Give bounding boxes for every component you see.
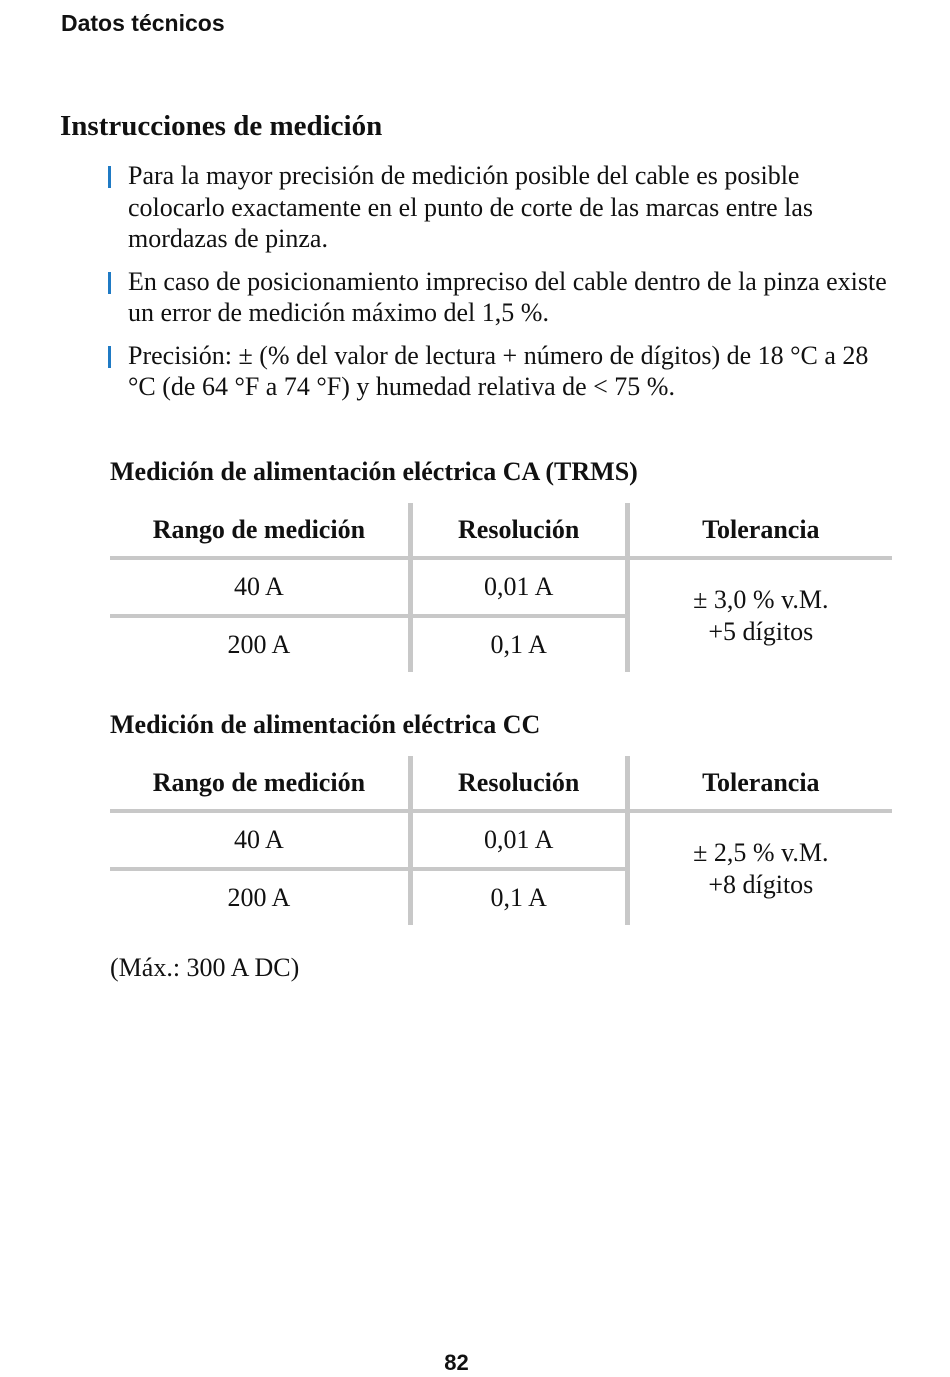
bullet-bar-icon	[108, 272, 111, 294]
bullet-item	[108, 266, 898, 329]
bullet-item	[108, 160, 898, 255]
table-row	[110, 558, 892, 616]
ac-spec-table	[110, 503, 892, 672]
table-header-row	[110, 756, 892, 811]
table-row	[110, 811, 892, 869]
bullet-item	[108, 340, 898, 403]
header-cell-tolerance: Tolerancia	[627, 503, 892, 558]
resolution-cell: 0,01 A	[410, 811, 627, 869]
header-cell-resolution: Resolución	[410, 503, 627, 558]
range-cell: 40 A	[110, 558, 410, 616]
tolerance-line: +8 dígitos	[708, 870, 814, 899]
page-number: 82	[444, 1350, 469, 1375]
max-current-note: (Máx.: 300 A DC)	[110, 953, 300, 982]
bullet-text: Para la mayor precisión de medición posible del cable es posible colocarlo exactamente en el punto de corte de las marcas entre las mordazas de pinza.	[128, 161, 814, 253]
range-cell: 200 A	[110, 869, 410, 925]
bullet-bar-icon	[108, 166, 111, 188]
running-header: Datos técnicos	[61, 10, 225, 36]
dc-table-title: Medición de alimentación eléctrica CC	[110, 710, 541, 739]
header-cell-range: Rango de medición	[110, 756, 410, 811]
bullet-text: Precisión: ± (% del valor de lectura + número de dígitos) de 18 °C a 28 °C (de 64 °F a 74 °F) y humedad relativa de < 75 %.	[128, 340, 869, 401]
header-cell-tolerance: Tolerancia	[627, 756, 892, 811]
resolution-cell: 0,01 A	[410, 558, 627, 616]
header-cell-resolution: Resolución	[410, 756, 627, 811]
resolution-cell: 0,1 A	[410, 616, 627, 672]
table-header-row	[110, 503, 892, 558]
tolerance-cell	[627, 811, 892, 925]
resolution-cell: 0,1 A	[410, 869, 627, 925]
tolerance-line: ± 3,0 % v.M.	[693, 585, 829, 614]
range-cell: 200 A	[110, 616, 410, 672]
section-heading: Instrucciones de medición	[60, 110, 383, 142]
header-cell-range: Rango de medición	[110, 503, 410, 558]
bullet-bar-icon	[108, 346, 111, 368]
dc-spec-table	[110, 756, 892, 925]
range-cell: 40 A	[110, 811, 410, 869]
tolerance-line: ± 2,5 % v.M.	[693, 838, 829, 867]
ac-table-title: Medición de alimentación eléctrica CA (TRMS)	[110, 457, 638, 486]
tolerance-cell	[627, 558, 892, 672]
bullet-list	[108, 160, 898, 414]
bullet-text: En caso de posicionamiento impreciso del cable dentro de la pinza existe un error de medición máximo del 1,5 %.	[128, 266, 887, 327]
tolerance-line: +5 dígitos	[708, 617, 814, 646]
